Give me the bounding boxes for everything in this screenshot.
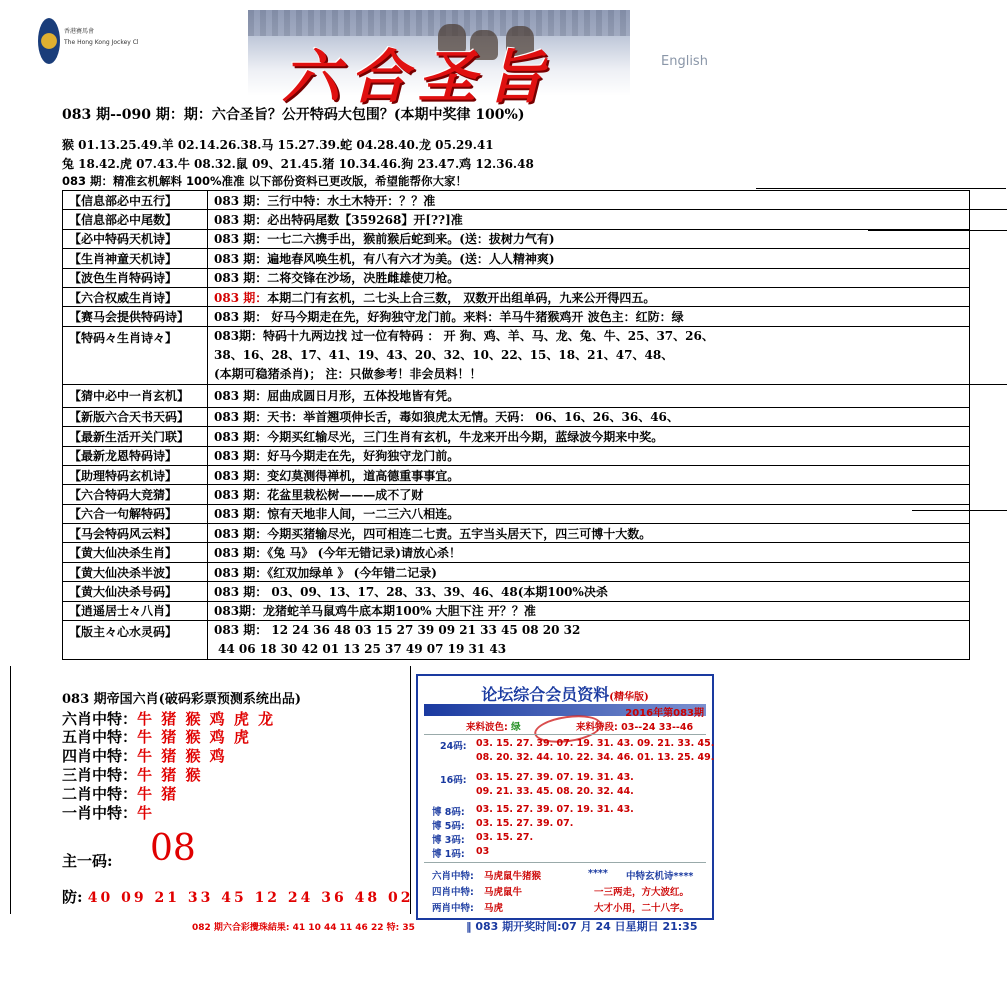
table-row	[63, 326, 970, 384]
zodiac-line-2: 兔 18.42.虎 07.43.牛 08.32.鼠 09、21.45.猪 10.34.46.狗 23.47.鸡 12.36.48	[62, 157, 534, 171]
divider	[424, 734, 706, 735]
pick-values: 牛 猪 猴 鸡 虎 龙	[137, 710, 276, 728]
pick-label: 一肖中特：	[62, 804, 138, 822]
row-label: 【六合权威生肖诗】	[63, 287, 208, 306]
pick-values: 牛 猪 猴 鸡	[137, 747, 227, 765]
table-row	[63, 485, 970, 504]
table-row	[63, 210, 970, 229]
table-row	[63, 407, 970, 426]
row-text: (本期可稳猪杀肖)； 注：只做参考！非会员料！！	[214, 366, 482, 381]
english-link[interactable]: English	[661, 54, 708, 69]
empire-title: 083 期帝国六肖(破码彩票预测系统出品)	[62, 692, 301, 707]
row-content: 083 期：一七二六携手出，猴前猴后蛇到来。(送：拔树力气有)	[208, 229, 970, 248]
code24-label: 24码:	[440, 741, 467, 752]
two-zodiac-line	[62, 783, 178, 804]
code16-label: 16码:	[440, 775, 467, 786]
frame-line	[410, 666, 411, 914]
row-label: 【黄大仙决杀号码】	[63, 582, 208, 601]
row-text: 44 06 18 30 42 01 13 25 37 49 07 19 31 43	[218, 642, 507, 657]
four-zodiac-line	[62, 745, 227, 766]
defense-label: 防:	[62, 888, 83, 906]
row-text: 083期：特码十九两边找 过一位有特码 ： 开 狗、鸡、羊、马、龙、兔、牛、25、37、26、	[214, 328, 714, 343]
row-content: 083 期：今期买红输尽光，三门生肖有玄机，牛龙来开出今期，蓝绿波今期来中奖。	[208, 427, 970, 446]
jockey-club-logo	[38, 18, 60, 64]
zodiac-line-1: 猴 01.13.25.49.羊 02.14.26.38.马 15.27.39.蛇 04.28.40.龙 05.29.41	[62, 138, 494, 152]
row-label: 【最新生活开关门联】	[63, 427, 208, 446]
row-label: 【助理特码玄机诗】	[63, 465, 208, 484]
stars: ****	[673, 871, 694, 882]
panel-period: 2016年第083期	[625, 708, 704, 719]
row-content: 083 期：惊有天地非人间，一二三六八相连。	[208, 504, 970, 523]
color-label: 来料波色:	[466, 722, 508, 733]
main-code: 08	[150, 828, 196, 869]
row-content: 083 期：必出特码尾数【359268】开[??]准	[208, 210, 970, 229]
table-row	[63, 465, 970, 484]
table-row	[63, 427, 970, 446]
period-heading: 083 期--090 期：期：六合圣旨？公开特码大包围？(本期中奖律 100%)	[62, 107, 525, 123]
row-content: 083 期：《红双加绿单 》 (今年错二记录)	[208, 562, 970, 581]
row-content: 083 期：二将交锋在沙场，决胜雌雄使刀枪。	[208, 268, 970, 287]
poem-label-row	[626, 868, 693, 882]
row-content	[208, 326, 970, 384]
row-label: 【六合一句解特码】	[63, 504, 208, 523]
stars: ****	[588, 868, 608, 879]
row-text: 本期二门有玄机，二七头上合三数， 双数开出组单码，九来公开得四五。	[267, 290, 656, 305]
pick-values: 牛 猪 猴	[137, 766, 203, 784]
row-label: 【马会特码风云料】	[63, 524, 208, 543]
table-row	[63, 249, 970, 268]
bo8-label: 博 8码:	[432, 807, 465, 818]
row-label: 【信息部必中五行】	[63, 191, 208, 210]
four-value: 马虎鼠牛	[484, 887, 523, 898]
bo5-label: 博 5码:	[432, 821, 465, 832]
row-label: 【特码々生肖诗々】	[63, 326, 208, 384]
pick-label: 六肖中特：	[62, 710, 138, 728]
bo8-value: 03. 15. 27. 39. 07. 19. 31. 43.	[476, 804, 634, 815]
special-value: 03--24 33--46	[621, 722, 694, 733]
bo5-value: 03. 15. 27. 39. 07.	[476, 818, 574, 829]
row-label: 【猜中必中一肖玄机】	[63, 384, 208, 407]
previous-result: 082 期六合彩攪珠結果: 41 10 44 11 46 22 特: 35	[192, 923, 415, 933]
special-row	[576, 719, 693, 733]
bo3-value: 03. 15. 27.	[476, 832, 534, 843]
row-content: 083 期：好马今期走在先，好狗独守龙门前。	[208, 446, 970, 465]
row-content: 083 期： 03、09、13、17、28、33、39、46、48(本期100%决杀	[208, 582, 970, 601]
table-row	[63, 384, 970, 407]
bo1-label: 博 1码:	[432, 849, 465, 860]
row-label: 【版主々心水灵码】	[63, 621, 208, 660]
five-zodiac-line	[62, 726, 251, 747]
one-zodiac-line	[62, 802, 154, 823]
defense-numbers: 40 09 21 33 45 12 24 36 48 02	[87, 890, 414, 906]
row-label: 【生肖神童天机诗】	[63, 249, 208, 268]
period-prefix: 083 期：	[214, 290, 268, 305]
row-content: 083 期：变幻莫测得禅机，道高德重事事宜。	[208, 465, 970, 484]
table-row	[63, 229, 970, 248]
code24-line2: 08. 20. 32. 44. 10. 22. 34. 46. 01. 13. 25. 49.	[476, 752, 715, 763]
logo-text-en: The Hong Kong Jockey Cl	[64, 39, 139, 46]
row-content: 083 期： 好马今期走在先，好狗独守龙门前。来料：羊马牛猪猴鸡开 波色主：红防：绿	[208, 307, 970, 326]
logo-text-cn: 香港賽馬會	[64, 28, 95, 35]
bo3-label: 博 3码:	[432, 835, 465, 846]
bo1-value: 03	[476, 846, 490, 857]
row-label: 【最新龙恩特码诗】	[63, 446, 208, 465]
two-label: 两肖中特:	[432, 903, 474, 914]
defense-line	[62, 886, 413, 907]
code16-line2: 09. 21. 33. 45. 08. 20. 32. 44.	[476, 786, 634, 797]
notice: 083 期：精准玄机解料 100%准准 以下部份资料已更改版，希望能帮你大家！	[62, 174, 468, 188]
row-content: 083 期：天书：举首翘项伸长舌，毒如狼虎太无情。天码： 06、16、26、36、46、	[208, 407, 970, 426]
row-label: 【黄大仙决杀半波】	[63, 562, 208, 581]
row-label: 【新版六合天书天码】	[63, 407, 208, 426]
main-code-label: 主一码:	[62, 852, 113, 870]
color-value: 绿	[511, 722, 521, 733]
pick-values: 牛	[137, 804, 155, 822]
pick-values: 牛 猪	[137, 785, 179, 803]
table-row	[63, 524, 970, 543]
table-row	[63, 582, 970, 601]
prediction-table	[62, 190, 970, 660]
row-label: 【六合特码大竞猜】	[63, 485, 208, 504]
pick-values: 牛 猪 猴 鸡 虎	[137, 728, 251, 746]
divider	[424, 862, 706, 863]
panel-title-text: 论坛综合会员资料	[481, 685, 610, 704]
panel-title-tag: (精华版)	[609, 692, 649, 703]
table-row	[63, 543, 970, 562]
row-content: 083 期：三行中特：水土木特开：？？准	[208, 191, 970, 210]
code16-line1: 03. 15. 27. 39. 07. 19. 31. 43.	[476, 772, 634, 783]
draw-time: ‖ 083 期开奖时间:07 月 24 日星期日 21:35	[466, 920, 698, 933]
row-content: 083期：龙猪蛇羊马鼠鸡牛底本期100% 大胆下注 开？？准	[208, 601, 970, 620]
pick-label: 五肖中特：	[62, 728, 138, 746]
row-content: 083 期：今期买猪输尽光，四可相连二七责。五宇当头居天下，四三可博十大数。	[208, 524, 970, 543]
row-label: 【波色生肖特码诗】	[63, 268, 208, 287]
row-content: 083 期：遍地春风唤生机，有八有六才为美。(送：人人精神爽)	[208, 249, 970, 268]
row-content	[208, 287, 970, 306]
row-content	[208, 621, 970, 660]
poem-line-1: 一三两走，方大波红。	[594, 887, 690, 898]
pick-label: 三肖中特：	[62, 766, 138, 784]
divider	[756, 188, 1006, 189]
code24-line1: 03. 15. 27. 39. 07. 19. 31. 43. 09. 21. 33. 45.	[476, 738, 715, 749]
row-content: 083 期：《兔 马》 (今年无错记录)请放心杀！	[208, 543, 970, 562]
row-label: 【必中特码天机诗】	[63, 229, 208, 248]
row-label: 【信息部必中尾数】	[63, 210, 208, 229]
color-row	[466, 719, 521, 733]
six-value: 马虎鼠牛猪猴	[484, 871, 542, 882]
table-row	[63, 601, 970, 620]
special-label: 来料特段:	[576, 722, 618, 733]
table-row	[63, 307, 970, 326]
table-row	[63, 287, 970, 306]
row-text: 38、16、28、17、41、19、43、20、32、10、22、15、18、21、47、48、	[214, 347, 674, 362]
poem-line-2: 大才小用，二十八字。	[594, 903, 690, 914]
three-zodiac-line	[62, 764, 202, 785]
logo-text	[64, 26, 139, 48]
poem-label: 中特玄机诗	[626, 871, 674, 882]
six-label: 六肖中特:	[432, 871, 474, 882]
table-row	[63, 504, 970, 523]
four-label: 四肖中特:	[432, 887, 474, 898]
row-content: 083 期：屈曲成圆日月形，五体投地皆有凭。	[208, 384, 970, 407]
table-row	[63, 268, 970, 287]
row-text: 083 期： 12 24 36 48 03 15 27 39 09 21 33 45 08 20 32	[214, 623, 581, 638]
row-label: 【赛马会提供特码诗】	[63, 307, 208, 326]
table-row	[63, 562, 970, 581]
member-data-panel	[416, 674, 714, 920]
pick-label: 二肖中特：	[62, 785, 138, 803]
frame-line	[10, 666, 11, 914]
table-row	[63, 446, 970, 465]
page-title: 六合圣旨	[282, 43, 555, 111]
table-row	[63, 621, 970, 660]
panel-title	[418, 682, 712, 705]
row-label: 【黄大仙决杀生肖】	[63, 543, 208, 562]
two-value: 马虎	[484, 903, 504, 914]
row-label: 【逍遥居士々八肖】	[63, 601, 208, 620]
table-row	[63, 191, 970, 210]
row-content: 083 期：花盆里栽松树———成不了财	[208, 485, 970, 504]
pick-label: 四肖中特：	[62, 747, 138, 765]
